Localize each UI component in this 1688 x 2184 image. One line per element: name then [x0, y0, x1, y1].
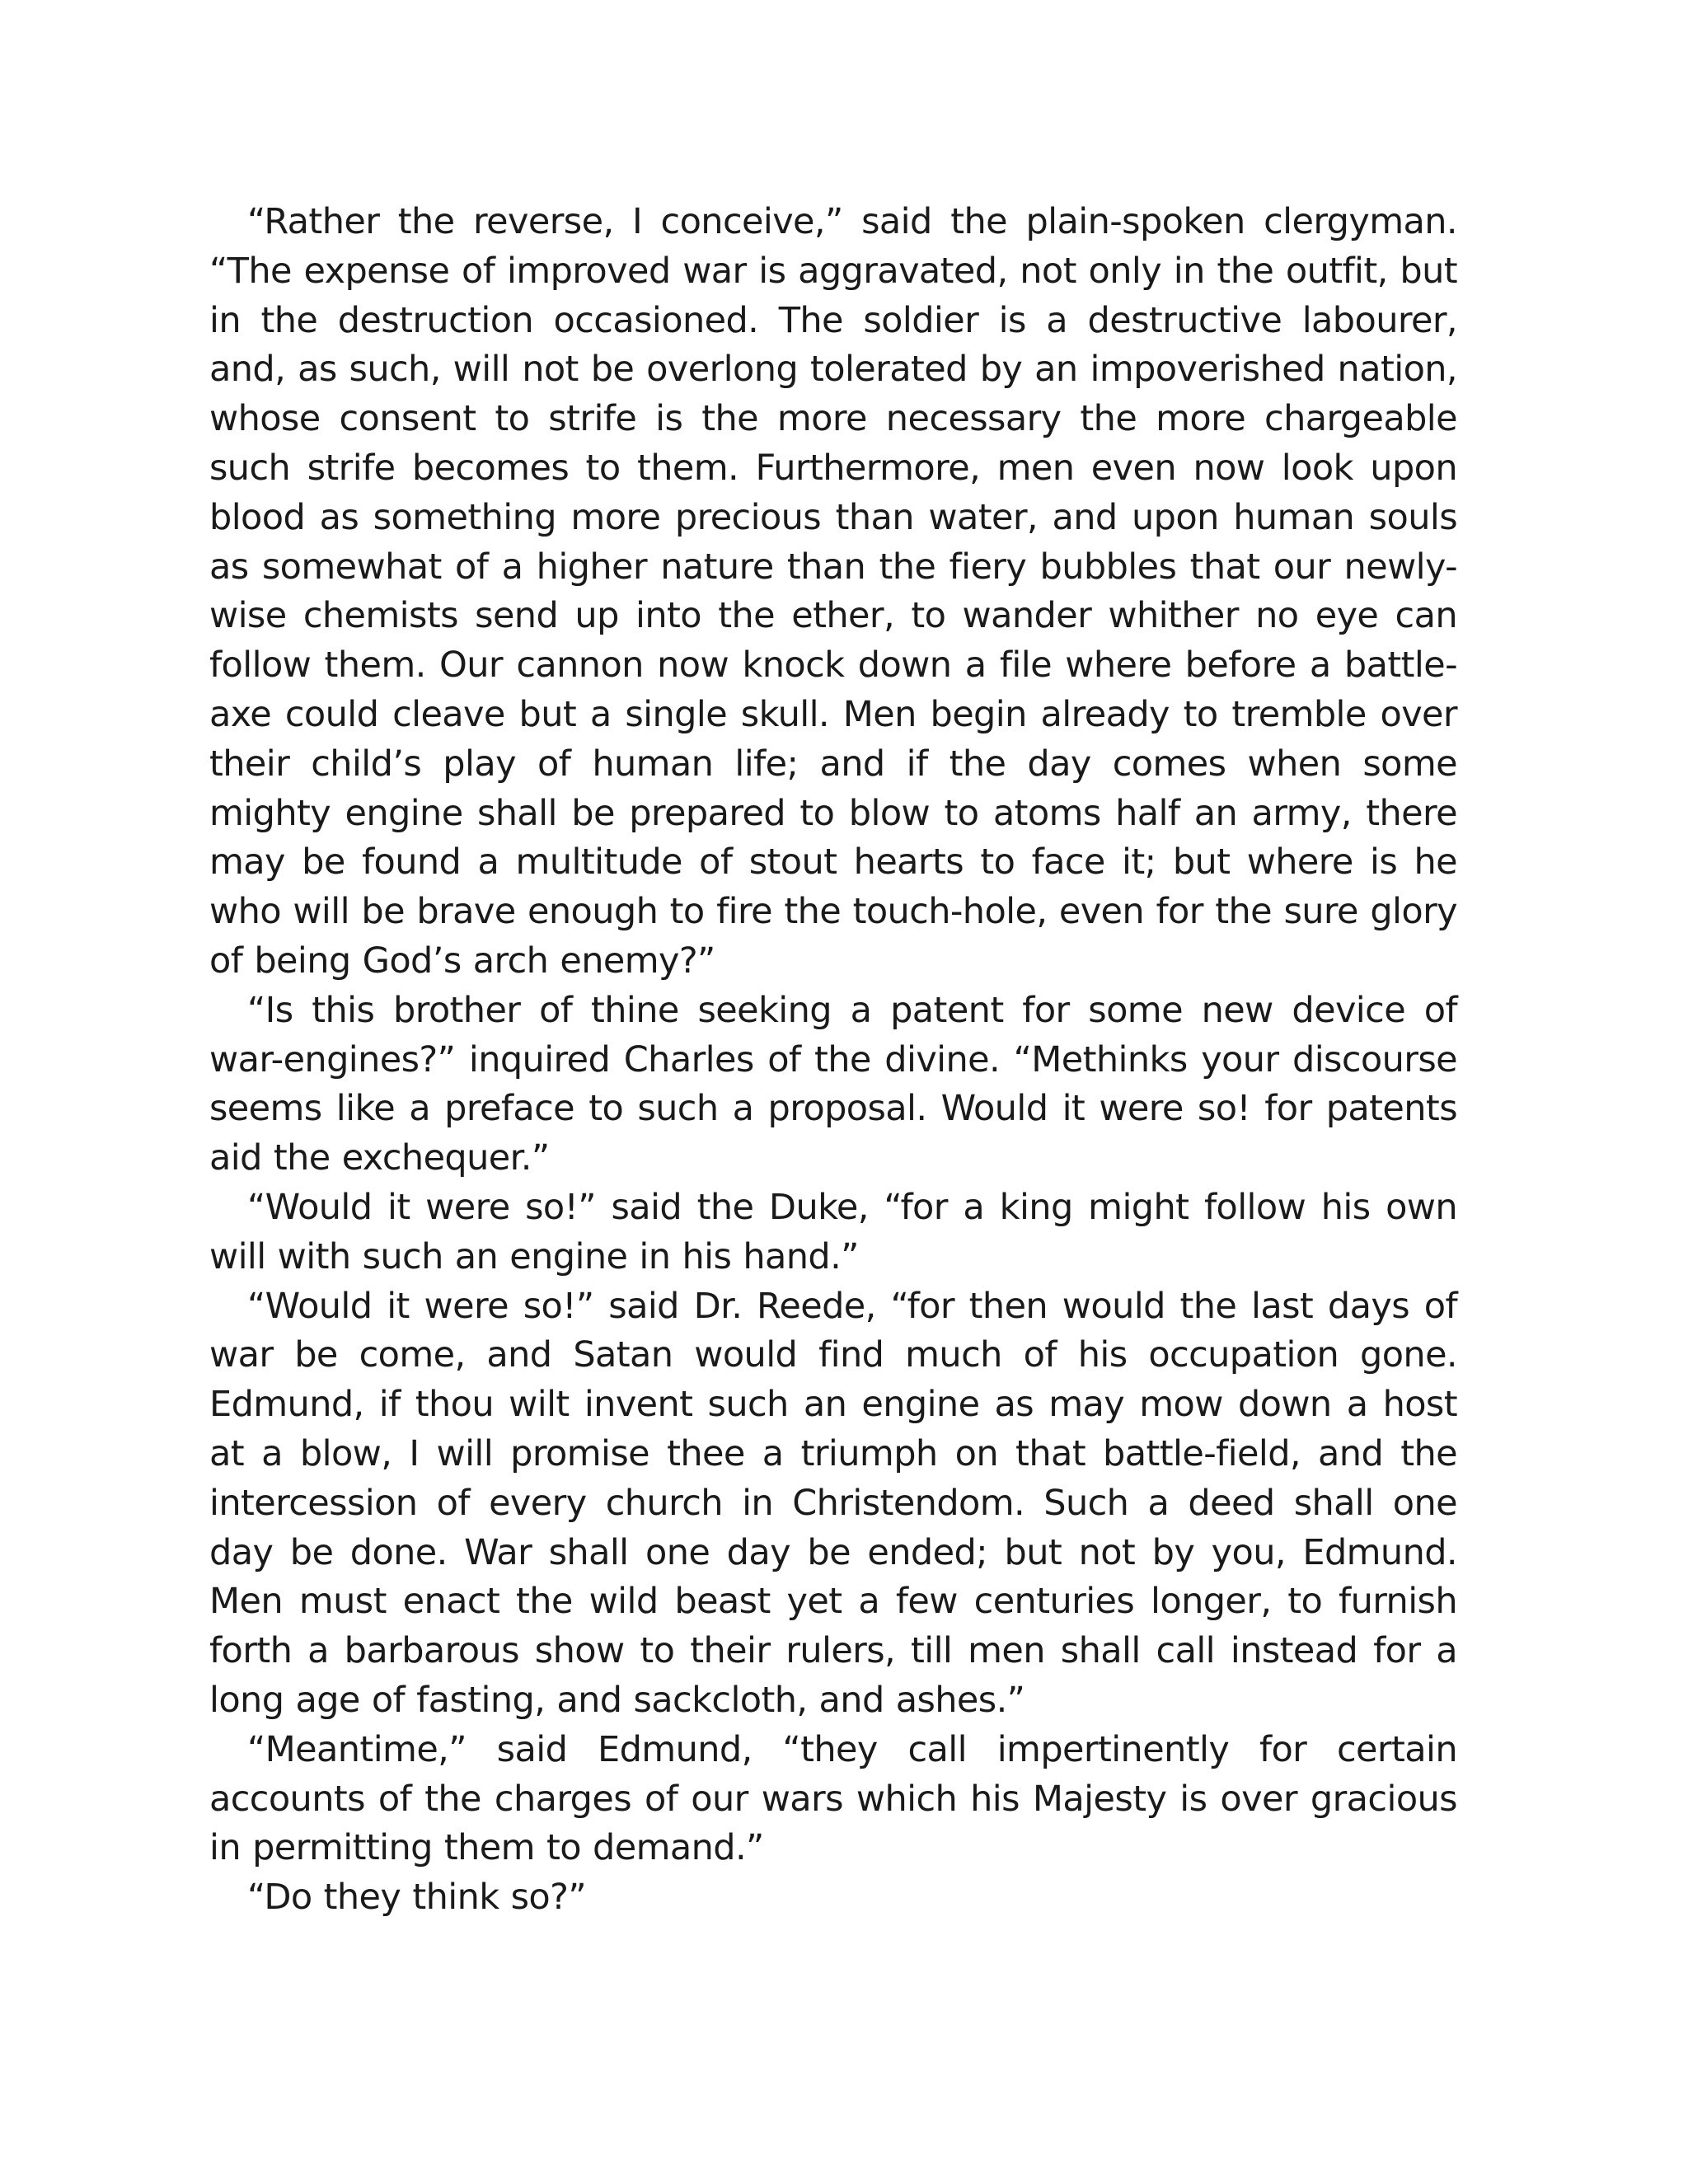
body-text: [209, 198, 1457, 1923]
paragraph-clergyman-reply: “Rather the reverse, I conceive,” said the plain-spoken clergyman. “The expense of improved war is aggravated, not only in the outfit, but in the destruction occasioned. The soldier is a destructive labourer, and, as such, will not be overlong tolerated by an impoverished nation, whose consent to strife is the more necessary the more chargeable such strife becomes to them. Furthermore, men even now look upon blood as something more precious than water, and upon human souls as somewhat of a higher nature than the fiery bubbles that our newly-wise chemists send up into the ether, to wander whither no eye can follow them. Our cannon now knock down a file where before a battle-axe could cleave but a single skull. Men begin already to tremble over their child’s play of human life; and if the day comes when some mighty engine shall be prepared to blow to atoms half an army, there may be found a multitude of stout hearts to face it; but where is he who will be brave enough to fire the touch-hole, even for the sure glory of being God’s arch enemy?”: [209, 201, 1457, 982]
paragraph-duke-remark: “Would it were so!” said the Duke, “for a king might follow his own will with such an engine in his hand.”: [209, 1186, 1457, 1277]
paragraph-edmund-remark: “Meantime,” said Edmund, “they call impertinently for certain accounts of the charges of our wars which his Majesty is over gracious in permitting them to demand.”: [209, 1728, 1457, 1869]
paragraph-charles-question: “Is this brother of thine seeking a patent for some new device of war-engines?” inquired Charles of the divine. “Methinks your discourse seems like a preface to such a proposal. Would it were so! for patents aid the exchequer.”: [209, 989, 1457, 1179]
paragraph-dr-reede-remark: “Would it were so!” said Dr. Reede, “for then would the last days of war be come, and Satan would find much of his occupation gone. Edmund, if thou wilt invent such an engine as may mow down a host at a blow, I will promise thee a triumph on that battle-field, and the intercession of every church in Christendom. Such a deed shall one day be done. War shall one day be ended; but not by you, Edmund. Men must enact the wild beast yet a few centuries longer, to furnish forth a barbarous show to their rulers, till men shall call instead for a long age of fasting, and sackcloth, and ashes.”: [209, 1285, 1457, 1721]
paragraph-closing-question: “Do they think so?”: [247, 1877, 587, 1919]
